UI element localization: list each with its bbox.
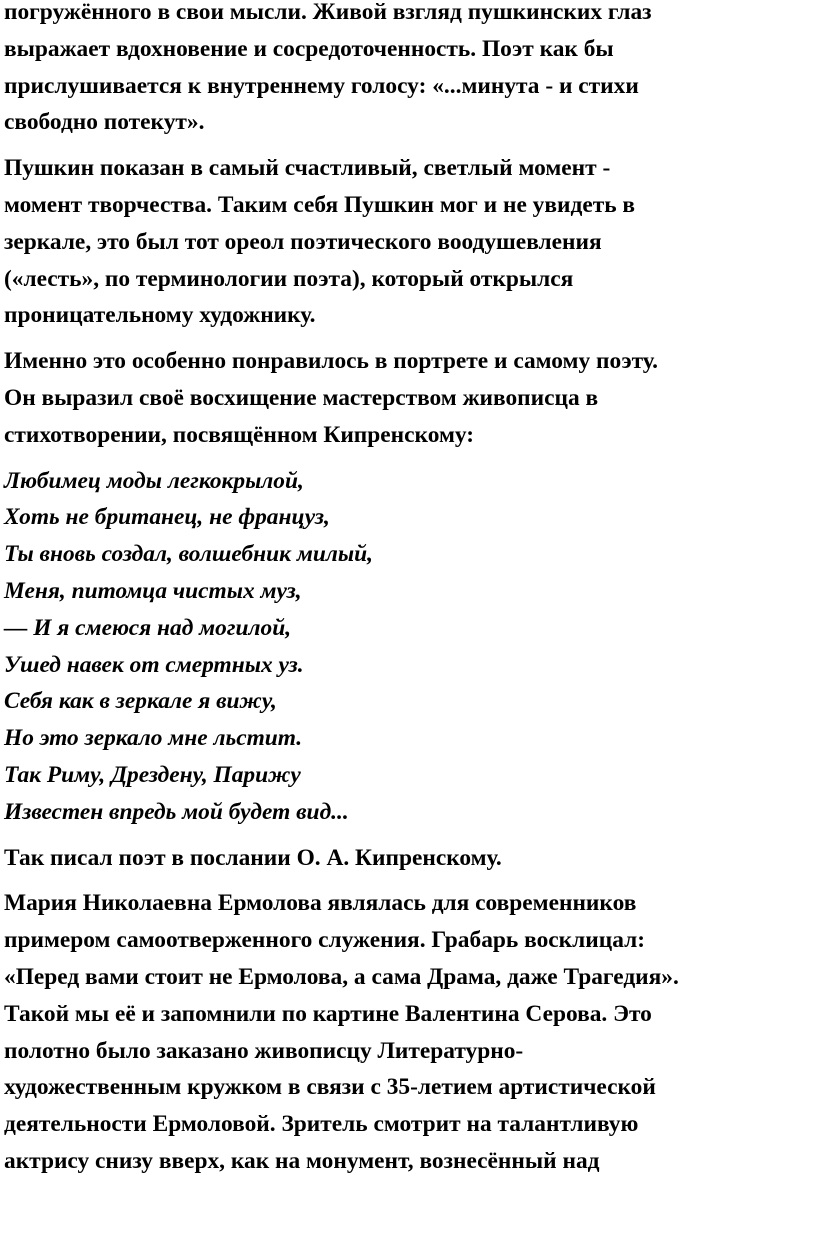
- text-line: Мария Николаевна Ермолова являлась для современников: [4, 890, 637, 917]
- poem-line: Но это зеркало мне льстит.: [4, 725, 303, 752]
- text-line: проницательному художнику.: [4, 302, 316, 329]
- paragraph-ermolova: [4, 885, 812, 1179]
- text-line: стихотворении, посвящённом Кипренскому:: [4, 421, 475, 448]
- poem-line: Любимец моды легкокрылой,: [4, 467, 304, 494]
- text-line: примером самоотверженного служения. Грабарь восклицал:: [4, 927, 646, 954]
- text-line: момент творчества. Таким себя Пушкин мог и не увидеть в: [4, 191, 636, 218]
- poem-kiprensky: [4, 463, 812, 831]
- poem-line: Известен впредь мой будет вид...: [4, 798, 349, 825]
- text-line: актрису снизу вверх, как на монумент, вознесённый над: [4, 1147, 600, 1174]
- text-line: погружённого в свои мысли. Живой взгляд пушкинских глаз: [4, 0, 652, 25]
- text-line: Так писал поэт в послании О. А. Кипренскому.: [4, 844, 502, 871]
- paragraph-creative-moment: [4, 150, 812, 334]
- poem-line: Себя как в зеркале я вижу,: [4, 688, 277, 715]
- text-line: Он выразил своё восхищение мастерством живописца в: [4, 384, 599, 411]
- text-line: деятельности Ермоловой. Зритель смотрит на талантливую: [4, 1111, 639, 1138]
- text-line: Пушкин показан в самый счастливый, светлый момент -: [4, 155, 611, 182]
- poem-line: Ты вновь создал, волшебник милый,: [4, 541, 373, 568]
- poem-line: Ушед навек от смертных уз.: [4, 651, 304, 678]
- poem-line: — И я смеюся над могилой,: [4, 614, 292, 641]
- text-line: прислушивается к внутреннему голосу: «...минута - и стихи: [4, 72, 639, 99]
- paragraph-poem-attribution: [4, 840, 812, 877]
- document-page: [4, 0, 812, 1189]
- text-line: свободно потекут».: [4, 109, 205, 136]
- poem-line: Хоть не британец, не француз,: [4, 504, 330, 531]
- text-line: полотно было заказано живописцу Литературно-: [4, 1037, 524, 1064]
- paragraph-portrait-description: [4, 0, 812, 141]
- text-line: зеркале, это был тот ореол поэтического воодушевления: [4, 228, 602, 255]
- text-line: Именно это особенно понравилось в портрете и самому поэту.: [4, 348, 658, 375]
- text-line: («лесть», по терминологии поэта), который открылся: [4, 265, 574, 292]
- poem-line: Меня, питомца чистых муз,: [4, 577, 302, 604]
- text-line: выражает вдохновение и сосредоточенность. Поэт как бы: [4, 35, 614, 62]
- text-line: художественным кружком в связи с 35-летием артистической: [4, 1074, 656, 1101]
- text-line: «Перед вами стоит не Ермолова, а сама Драма, даже Трагедия».: [4, 963, 679, 990]
- paragraph-poet-admiration: [4, 343, 812, 453]
- text-line: Такой мы её и запомнили по картине Валентина Серова. Это: [4, 1000, 652, 1027]
- poem-line: Так Риму, Дрездену, Парижу: [4, 761, 301, 788]
